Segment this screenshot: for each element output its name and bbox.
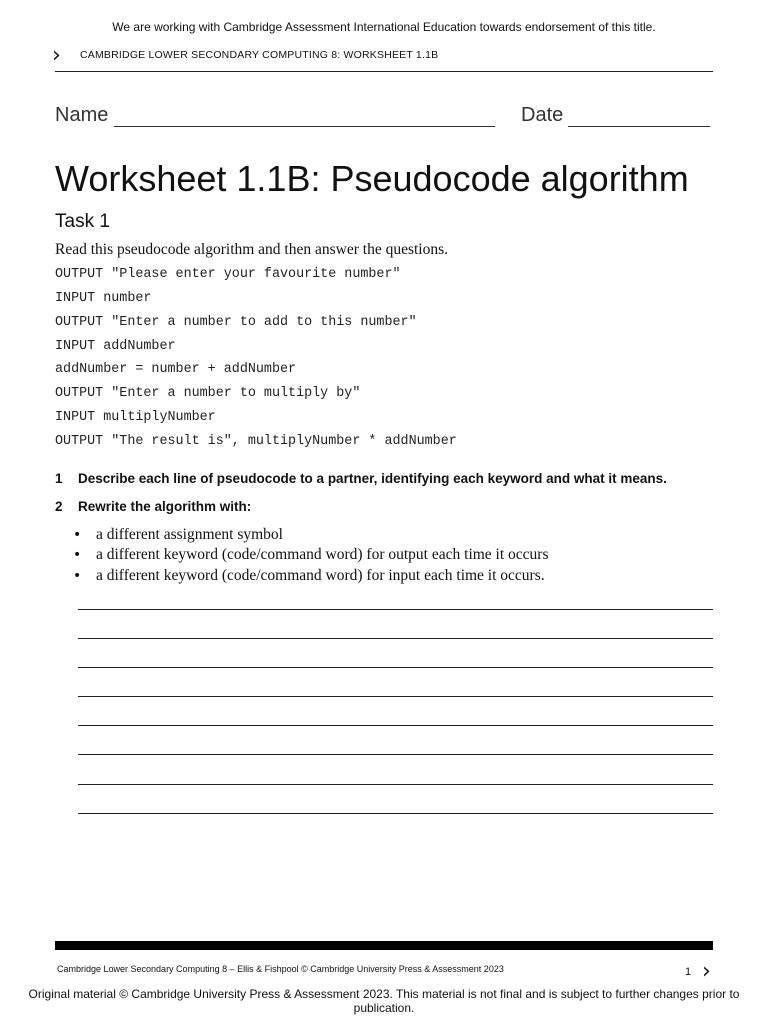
running-header: CAMBRIDGE LOWER SECONDARY COMPUTING 8: WORKSHEET 1.1B	[80, 49, 439, 61]
footer-bar	[55, 941, 713, 950]
answer-line[interactable]	[78, 667, 713, 668]
answer-line[interactable]	[78, 696, 713, 697]
answer-line[interactable]	[78, 638, 713, 639]
name-field-line[interactable]	[114, 126, 495, 127]
bullet-item: a different keyword (code/command word) for output each time it occurs	[96, 546, 549, 563]
answer-line[interactable]	[78, 754, 713, 755]
task-intro: Read this pseudocode algorithm and then answer the questions.	[55, 241, 449, 258]
date-label: Date	[521, 104, 564, 126]
question-number: 2	[55, 499, 63, 514]
code-line: addNumber = number + addNumber	[55, 362, 297, 377]
code-line: INPUT number	[55, 291, 152, 306]
copyright-notice: Original material © Cambridge University Press & Assessment 2023. This material is not final and is subject to further changes prior to publication.	[28, 987, 740, 1015]
code-line: INPUT addNumber	[55, 339, 176, 354]
name-label: Name	[55, 104, 109, 126]
footer-credit: Cambridge Lower Secondary Computing 8 – Ellis & Fishpool © Cambridge University Press & Assessment 2023	[57, 964, 504, 974]
date-field-line[interactable]	[568, 126, 710, 127]
question-text: Rewrite the algorithm with:	[78, 499, 252, 514]
code-line: INPUT multiplyNumber	[55, 410, 216, 425]
bullet-item: a different assignment symbol	[96, 526, 283, 543]
code-line: OUTPUT "Enter a number to multiply by"	[55, 386, 361, 401]
answer-line[interactable]	[78, 784, 713, 785]
code-line: OUTPUT "The result is", multiplyNumber * addNumber	[55, 434, 457, 449]
bullet-icon: •	[73, 547, 82, 563]
answer-line[interactable]	[78, 609, 713, 610]
chevron-right-icon: ›	[52, 43, 61, 68]
code-line: OUTPUT "Please enter your favourite number"	[55, 267, 401, 282]
header-divider	[55, 71, 713, 72]
answer-line[interactable]	[78, 725, 713, 726]
bullet-item: a different keyword (code/command word) for input each time it occurs.	[96, 567, 545, 584]
page-number: 1	[685, 966, 692, 978]
question-text: Describe each line of pseudocode to a partner, identifying each keyword and what it means.	[78, 471, 667, 486]
endorsement-notice: We are working with Cambridge Assessment International Education towards endorsement of this title.	[112, 20, 656, 34]
next-page-chevron-icon[interactable]: ›	[702, 959, 711, 984]
code-line: OUTPUT "Enter a number to add to this number"	[55, 315, 417, 330]
bullet-icon: •	[73, 527, 82, 543]
page-title: Worksheet 1.1B: Pseudocode algorithm	[55, 158, 689, 199]
task-heading: Task 1	[55, 211, 110, 232]
question-number: 1	[55, 471, 63, 486]
bullet-icon: •	[73, 568, 82, 584]
answer-line[interactable]	[78, 813, 713, 814]
